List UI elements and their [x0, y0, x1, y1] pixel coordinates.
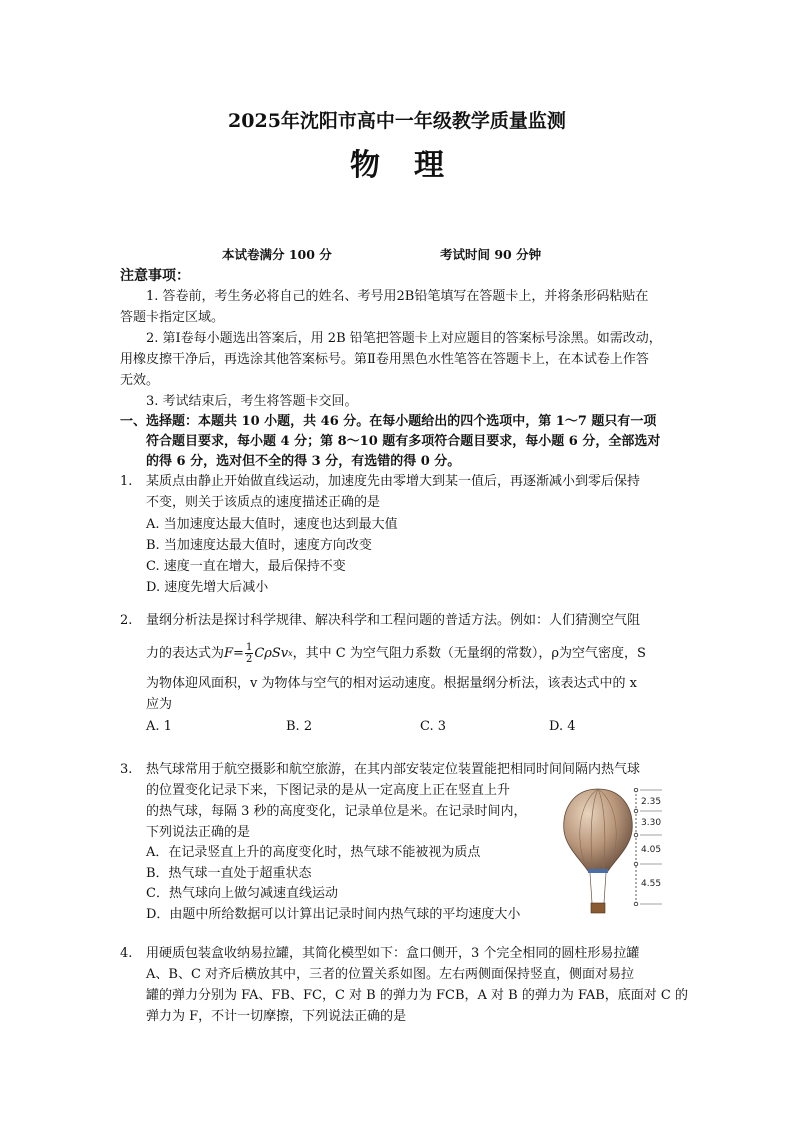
option-c: C. 3 — [420, 719, 447, 734]
formula-lhs: F= — [224, 645, 244, 661]
question-stem: 为物体迎风面积，v 为物体与空气的相对运动速度。根据量纲分析法，该表达式中的 x — [146, 676, 637, 691]
option-c: C．热气球向上做匀减速直线运动 — [146, 886, 338, 901]
hot-air-balloon-illustration — [560, 787, 636, 915]
option-b: B．热气球一直处于超重状态 — [146, 866, 312, 881]
question-stem: 罐的弹力分别为 FA、FB、FC，C 对 B 的弹力为 FCB，A 对 B 的弹力为 FAB，底面对 C 的 — [146, 988, 689, 1003]
option-c: C. 速度一直在增大，最后保持不变 — [146, 559, 346, 574]
section-heading: 符合题目要求，每小题 4 分；第 8～10 题有多项符合题目要求，每小题 6 分，全部选对 — [146, 434, 661, 449]
interval-label: 2.35 — [641, 797, 662, 807]
question-stem: 的热气球，每隔 3 秒的高度变化，记录单位是米。在记录时间内， — [146, 804, 527, 819]
fraction-numerator: 1 — [245, 642, 253, 653]
stem-text: 力的表达式为 — [146, 645, 225, 661]
question-number: 4. — [120, 946, 133, 961]
stem-text: ，其中 C 为空气阻力系数（无量纲的常数），ρ为空气密度，S — [292, 645, 646, 661]
question-stem: 的位置变化记录下来，下图记录的是从一定高度上正在竖直上升 — [146, 783, 511, 798]
note-line: 答题卡指定区域。 — [120, 310, 225, 325]
fraction-denominator: 2 — [245, 654, 253, 665]
question-stem: 弹力为 F，不计一切摩擦，下列说法正确的是 — [146, 1009, 407, 1024]
exam-time: 考试时间 90 分钟 — [440, 247, 542, 262]
section-heading: 一、选择题：本题共 10 小题，共 46 分。在每小题给出的四个选项中，第 1～7 题只有一项 — [120, 414, 657, 429]
note-line: 2. 第Ⅰ卷每小题选出答案后，用 2B 铅笔把答题卡上对应题目的答案标号涂黑。如需改动， — [146, 331, 662, 346]
interval-label: 3.30 — [641, 818, 662, 828]
note-line: 1. 答卷前，考生务必将自己的姓名、考号用2B铅笔填写在答题卡上，并将条形码粘贴在 — [146, 289, 649, 304]
note-line: 无效。 — [120, 373, 160, 388]
fraction — [245, 642, 253, 665]
question-stem: 量纲分析法是探讨科学规律、解决科学和工程问题的普适方法。例如：人们猜测空气阻 — [146, 613, 641, 628]
subject-title: 物理 — [350, 148, 478, 183]
option-b: B. 当加速度达最大值时，速度方向改变 — [146, 538, 372, 553]
question-stem: 应为 — [146, 697, 173, 712]
option-d: D. 4 — [549, 719, 576, 734]
question-stem: 热气球常用于航空摄影和航空旅游，在其内部安装定位装置能把相同时间间隔内热气球 — [146, 762, 641, 777]
exam-title: 2025年沈阳市高中一年级教学质量监测 — [228, 110, 566, 132]
option-d: D. 速度先增大后减小 — [146, 580, 269, 595]
option-b: B. 2 — [286, 719, 313, 734]
question-stem: 下列说法正确的是 — [146, 825, 251, 840]
option-d: D．由题中所给数据可以计算出记录时间内热气球的平均速度大小 — [146, 907, 521, 922]
option-a: A. 1 — [146, 719, 172, 734]
question-number: 3. — [120, 762, 133, 777]
question-number: 2. — [120, 613, 133, 628]
formula-rhs: CρSv — [254, 645, 289, 661]
question-stem: 用硬质包装盒收纳易拉罐，其简化模型如下：盒口侧开，3 个完全相同的圆柱形易拉罐 — [146, 946, 640, 961]
question-number: 1. — [120, 474, 133, 489]
notes-heading: 注意事项： — [120, 268, 190, 284]
interval-label: 4.05 — [641, 845, 662, 855]
option-a: A．在记录竖直上升的高度变化时，热气球不能被视为质点 — [146, 845, 481, 860]
section-heading: 的得 6 分，选对但不全的得 3 分，有选错的得 0 分。 — [146, 454, 461, 469]
interval-label: 4.55 — [641, 879, 662, 889]
full-score: 本试卷满分 100 分 — [222, 247, 332, 262]
question-stem: 某质点由静止开始做直线运动，加速度先由零增大到某一值后，再逐渐减小到零后保持 — [146, 474, 641, 489]
question-stem: 不变，则关于该质点的速度描述正确的是 — [146, 495, 381, 510]
formula-exponent: x — [288, 648, 293, 658]
question-stem-formula-line — [146, 642, 646, 665]
question-stem: A、B、C 对齐后横放其中，三者的位置关系如图。左右两侧面保持竖直，侧面对易拉 — [146, 967, 635, 982]
note-line: 3. 考试结束后，考生将答题卡交回。 — [146, 394, 358, 409]
option-a: A. 当加速度达最大值时，速度也达到最大值 — [146, 517, 398, 532]
note-line: 用橡皮擦干净后，再选涂其他答案标号。第Ⅱ卷用黑色水性笔答在答题卡上，在本试卷上作答 — [120, 352, 649, 367]
